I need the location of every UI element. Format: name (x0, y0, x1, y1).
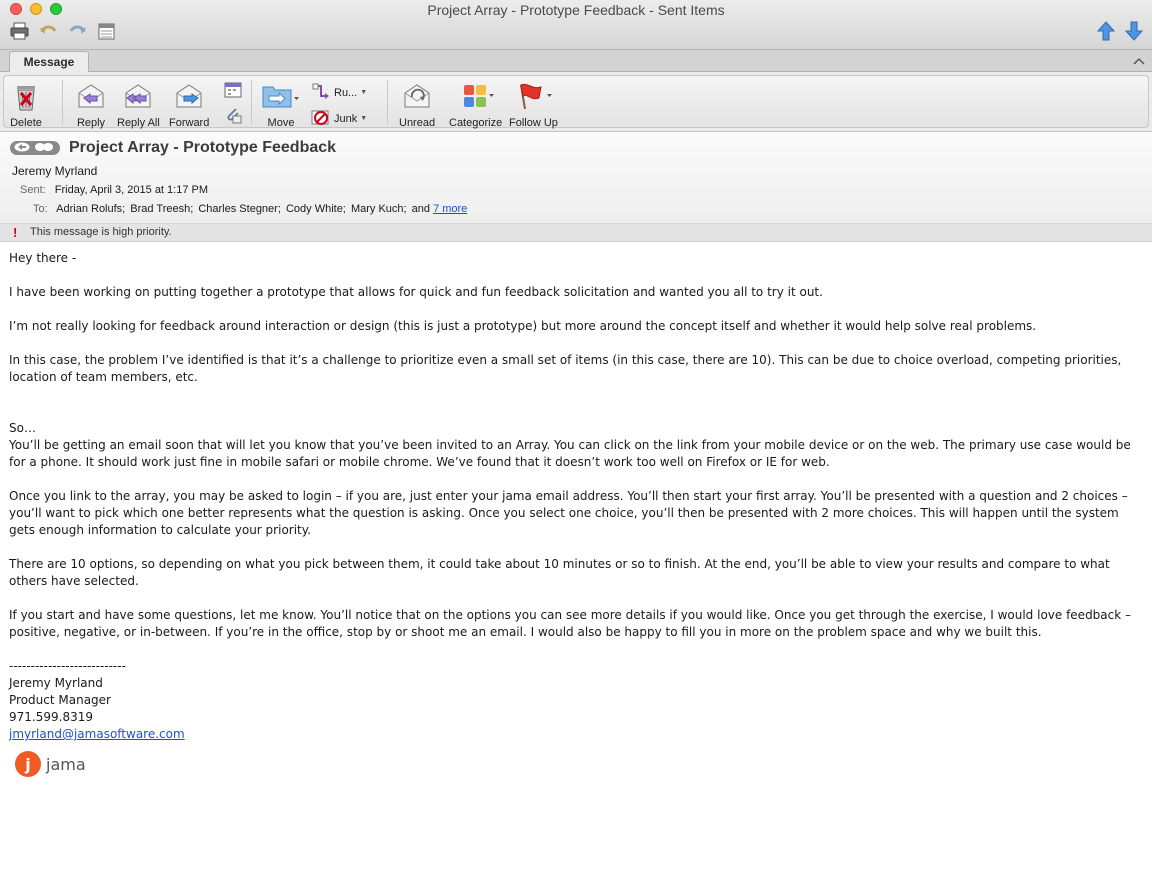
quick-access-toolbar (9, 21, 116, 41)
priority-banner (0, 224, 1152, 242)
reply-label: Reply (76, 117, 106, 129)
categorize-label: Categorize (449, 117, 503, 129)
to-label: To: (33, 203, 48, 215)
chevron-up-icon[interactable] (1132, 54, 1146, 68)
ribbon-group-area (3, 75, 1149, 128)
categorize-button[interactable] (449, 76, 502, 129)
signature-phone: 971.599.8319 (9, 710, 93, 724)
forward-icon (172, 79, 206, 113)
sent-label: Sent: (20, 184, 46, 196)
follow-up-label: Follow Up (509, 117, 558, 129)
conversation-bubbles-icon (34, 139, 54, 157)
junk-button[interactable] (311, 108, 367, 129)
message-sender[interactable]: Jeremy Myrland (12, 164, 98, 178)
rules-icon (311, 82, 331, 103)
follow-up-button[interactable] (509, 76, 558, 129)
reply-all-label: Reply All (117, 117, 160, 129)
up-arrow-icon[interactable] (1096, 20, 1116, 42)
ribbon (0, 72, 1152, 132)
paragraph-6: There are 10 options, so depending on what you pick between them, it could take about 10 minutes or so to finish. At the end, you’ll be able to view your results and compare to what others have selected. (9, 557, 1110, 588)
trash-icon (9, 79, 43, 113)
ribbon-tab-row (0, 50, 1152, 72)
and-text: and (411, 203, 430, 215)
paragraph-2: I’m not really looking for feedback around interaction or design (this is just a prototype) but more around the concept itself and whether it would help solve real problems. (9, 319, 1037, 333)
paragraph-5: Once you link to the array, you may be asked to login – if you are, just enter your jama email address. You’ll then start your first array. You’ll be presented with a question and 2 choices – you’ll want to pick which one better represents what the question is asking. Once you select one choice, you’ll then be presented with 2 more choices. This will happen until the system gets enough information to calculate your priority. (9, 489, 1128, 537)
rules-label: Ru... (334, 86, 358, 99)
recipient-item[interactable]: Charles Stegner; (198, 203, 281, 215)
to-row (33, 203, 467, 215)
window-titlebar (0, 0, 1152, 50)
message-header (0, 132, 1152, 224)
message-body (9, 250, 1147, 777)
paragraph-4: You’ll be getting an email soon that will let you know that you’ve been invited to an Array. You can click on the link from your mobile device or on the web. The primary use case would be for a phone. It should work just fine in mobile safari or mobile chrome. We’ve found that it doesn’t work too well on Firefox or IE for web. (9, 438, 1131, 469)
paragraph-3: In this case, the problem I’ve identified is that it’s a challenge to prioritize even a small set of items (in this case, there are 10). This can be due to choice overload, competing priorities, location of team members, etc. (9, 353, 1122, 384)
attachment-button[interactable] (224, 106, 242, 127)
meeting-button[interactable] (224, 82, 242, 101)
move-button[interactable] (261, 76, 301, 129)
categorize-icon (454, 79, 498, 113)
paragraph-7: If you start and have some questions, let me know. You’ll notice that on the options you can see more details if you would like. Once you get through the exercise, I would love feedback – positive, negative, or in-between. If you’re in the office, stop by or shoot me an email. I would also be happy to fill you in more on the problem space and why we built this. (9, 608, 1132, 639)
delete-button[interactable] (9, 76, 43, 129)
recipient-list (56, 203, 412, 215)
undo-icon[interactable] (38, 21, 58, 41)
meeting-icon (224, 82, 242, 101)
unread-label: Unread (399, 117, 436, 129)
junk-dropdown-arrow: ▼ (360, 115, 368, 122)
paragraph-1: I have been working on putting together a prototype that allows for quick and fun feedback solicitation and wanted you all to try it out. (9, 285, 823, 299)
tab-message[interactable]: Message (9, 51, 89, 72)
more-recipients-link[interactable]: 7 more (433, 203, 468, 215)
so-line: So… (9, 421, 36, 435)
reply-all-icon (121, 79, 155, 113)
unread-envelope-icon (400, 79, 434, 113)
high-priority-icon: ! (13, 225, 18, 240)
rules-button[interactable] (311, 82, 367, 103)
logo-wordmark: jama (46, 754, 86, 774)
greeting: Hey there - (9, 251, 77, 265)
ribbon-separator (387, 80, 388, 124)
logo-mark: j (15, 751, 41, 777)
priority-notice: This message is high priority. (30, 226, 172, 238)
recipient-item[interactable]: Cody White; (285, 203, 346, 215)
recipient-item[interactable]: Mary Kuch; (350, 203, 407, 215)
flag-icon (511, 79, 555, 113)
move-label: Move (267, 117, 295, 129)
delete-label: Delete (10, 117, 42, 129)
down-arrow-icon[interactable] (1124, 20, 1144, 42)
signature-title: Product Manager (9, 693, 111, 707)
window-title: Project Array - Prototype Feedback - Sent Items (427, 2, 725, 18)
jama-logo (15, 751, 1147, 777)
ribbon-separator (62, 80, 63, 124)
attachment-icon (224, 106, 242, 127)
recipient-item[interactable]: Brad Treesh; (130, 203, 194, 215)
ribbon-separator (251, 80, 252, 124)
redo-icon[interactable] (67, 21, 87, 41)
recipient-item[interactable]: Adrian Rolufs; (56, 203, 126, 215)
signature-divider: --------------------------- (9, 659, 126, 673)
reply-icon (74, 79, 108, 113)
conversation-toggle[interactable] (10, 141, 60, 155)
move-folder-icon (261, 79, 301, 113)
reply-all-button[interactable] (117, 76, 160, 129)
reply-button[interactable] (74, 76, 108, 129)
sent-value: Friday, April 3, 2015 at 1:17 PM (54, 184, 209, 196)
signature-email-link[interactable]: jmyrland@jamasoftware.com (9, 727, 185, 741)
message-navigation (1096, 20, 1144, 42)
forward-button[interactable] (169, 76, 209, 129)
forward-label: Forward (169, 117, 210, 129)
rules-dropdown-arrow: ▼ (360, 89, 368, 96)
message-subject: Project Array - Prototype Feedback (69, 139, 337, 156)
back-arrow-icon (14, 139, 30, 157)
junk-icon (311, 108, 331, 129)
calendar-icon[interactable] (96, 21, 116, 41)
sent-row (20, 184, 208, 196)
unread-button[interactable] (399, 76, 435, 129)
print-icon[interactable] (9, 21, 29, 41)
signature-name: Jeremy Myrland (9, 676, 103, 690)
junk-label: Junk (334, 112, 358, 125)
